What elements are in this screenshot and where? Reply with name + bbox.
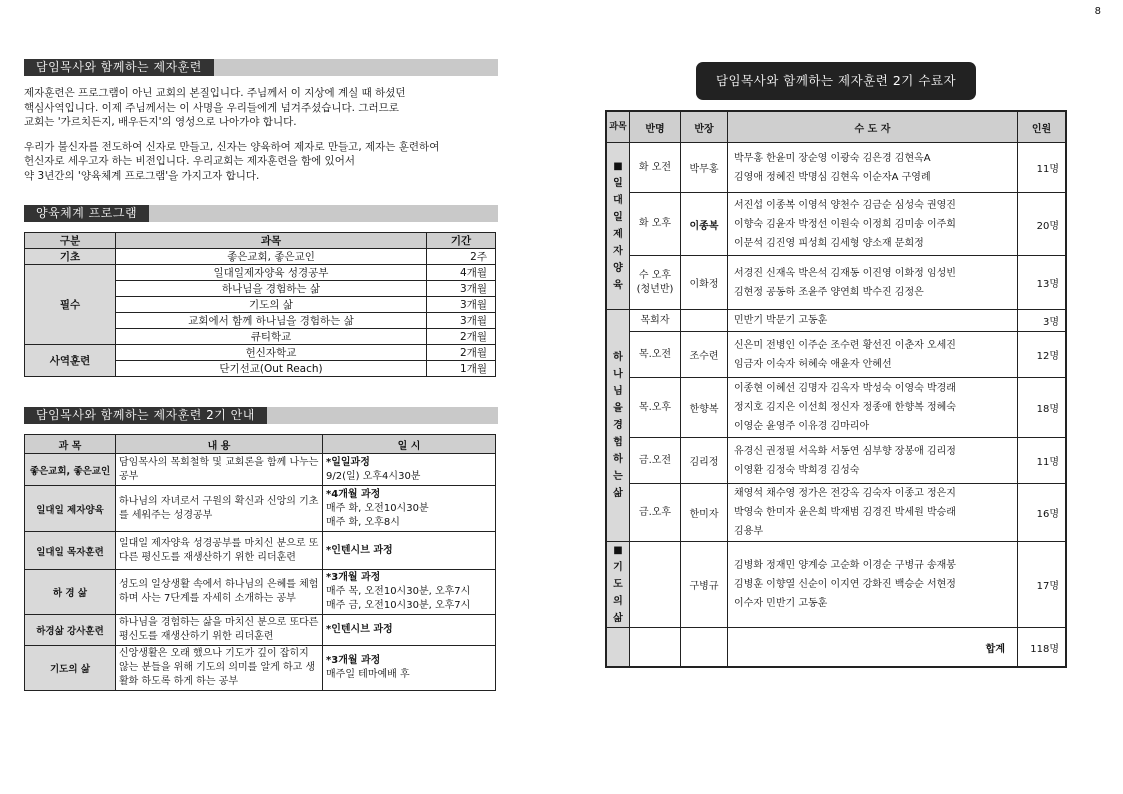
guide-row <box>25 532 496 570</box>
guide-table <box>24 434 496 691</box>
program-subject: 좋은교회, 좋은교인 <box>116 249 427 265</box>
guide-subject: 기도의 삶 <box>25 646 116 691</box>
guide-content: 일대일 제자양육 성경공부를 마치신 분으로 또다른 평신도를 재생산하기 위한 리더훈련 <box>116 532 323 570</box>
guide-schedule <box>323 454 496 486</box>
program-heading: 양육체계 프로그램 <box>24 205 149 222</box>
graduates-leader: 한미자 <box>681 484 728 542</box>
total-blank-cell <box>606 628 630 668</box>
graduates-class <box>630 542 681 628</box>
program-row <box>25 345 496 361</box>
guide-heading: 담임목사와 함께하는 제자훈련 2기 안내 <box>24 407 267 424</box>
vertical-category-label: 하나님을경험하는삶 <box>613 352 623 499</box>
graduates-row <box>606 256 1066 310</box>
graduates-header-count: 인원 <box>1018 111 1067 143</box>
guide-header-row <box>25 435 496 454</box>
program-table <box>24 232 496 377</box>
program-period: 1개월 <box>427 361 496 377</box>
guide-header-subject: 과 목 <box>25 435 116 454</box>
names-line: 임금자 이숙자 허혜숙 애윤자 안혜선 <box>734 358 892 370</box>
intro-paragraph-1 <box>24 86 498 130</box>
graduates-count: 18명 <box>1018 378 1067 438</box>
program-category: 필수 <box>25 265 116 345</box>
guide-schedule-line: 매주 화, 오전10시30분 <box>326 502 429 514</box>
intro-line: 약 3년간의 '양육체계 프로그램'을 가지고자 합니다. <box>24 169 260 182</box>
graduates-category <box>606 310 630 542</box>
guide-header-content: 내 용 <box>116 435 323 454</box>
graduates-row <box>606 310 1066 332</box>
graduates-leader: 이화정 <box>681 256 728 310</box>
guide-schedule <box>323 486 496 532</box>
guide-section-header <box>24 407 498 424</box>
intro-line: 핵심사역입니다. 이제 주님께서는 이 사명을 우리들에게 넘겨주셨습니다. 그러므로 <box>24 101 399 114</box>
graduates-names <box>728 438 1018 484</box>
graduates-count: 12명 <box>1018 332 1067 378</box>
graduates-header-row <box>606 111 1066 143</box>
program-subject: 하나님을 경험하는 삶 <box>116 281 427 297</box>
program-subject: 기도의 삶 <box>116 297 427 313</box>
program-subject: 단기선교(Out Reach) <box>116 361 427 377</box>
guide-content: 하나님의 자녀로서 구원의 확신과 신앙의 기초를 세워주는 성경공부 <box>116 486 323 532</box>
names-line: 김영애 정혜진 박명심 김현옥 이순자A 구영례 <box>734 171 931 183</box>
guide-content: 성도의 일상생활 속에서 하나님의 은혜를 체험하며 사는 7단계를 자세히 소개하는 공부 <box>116 570 323 615</box>
guide-subject: 일대일 제자양육 <box>25 486 116 532</box>
graduates-names <box>728 378 1018 438</box>
program-row <box>25 249 496 265</box>
names-line: 이영환 김정숙 박희경 김성숙 <box>734 464 860 476</box>
guide-schedule-line: 매주일 테마예배 후 <box>326 669 410 680</box>
guide-schedule-line: 매주 목, 오전10시30분, 오후7시 <box>326 586 471 597</box>
guide-row <box>25 615 496 646</box>
graduates-row <box>606 542 1066 628</box>
total-label: 합계 <box>728 628 1018 668</box>
guide-row <box>25 570 496 615</box>
guide-content: 신앙생활은 오래 했으나 기도가 깊이 잡히지 않는 분들을 위해 기도의 의미를 알게 하고 생활화 하도록 하게 하는 공부 <box>116 646 323 691</box>
graduates-row <box>606 484 1066 542</box>
guide-content: 담임목사의 목회철학 및 교회론을 함께 나누는 공부 <box>116 454 323 486</box>
right-column <box>605 62 1067 668</box>
names-line: 유경신 권정필 서옥화 서동연 심부향 장봉애 김리정 <box>734 445 956 457</box>
guide-schedule-title: *3개월 과정 <box>326 655 381 666</box>
guide-schedule-title: *일일과정 <box>326 456 370 468</box>
intro-line: 헌신자로 세우고자 하는 비전입니다. 우리교회는 제자훈련을 함에 있어서 <box>24 155 355 167</box>
graduates-row <box>606 143 1066 193</box>
intro-line: 제자훈련은 프로그램이 아닌 교회의 본질입니다. 주님께서 이 지상에 계실 때 하셨던 <box>24 87 406 99</box>
program-header-row <box>25 233 496 249</box>
graduates-class: 화 오전 <box>630 143 681 193</box>
program-subject: 헌신자학교 <box>116 345 427 361</box>
graduates-header-class: 반명 <box>630 111 681 143</box>
names-line: 서경진 신재옥 박은석 김재동 이진영 이화정 임성빈 <box>734 267 956 279</box>
guide-schedule <box>323 646 496 691</box>
guide-subject: 하경삶 강사훈련 <box>25 615 116 646</box>
program-subject: 교회에서 함께 하나님을 경험하는 삶 <box>116 313 427 329</box>
graduates-total-row <box>606 628 1066 668</box>
graduates-class: 목회자 <box>630 310 681 332</box>
intro-section-header <box>24 59 498 76</box>
names-line: 이종현 이혜선 김명자 김옥자 박성숙 이영숙 박경래 <box>734 383 956 394</box>
graduates-names <box>728 484 1018 542</box>
names-line: 박영숙 한미자 윤은희 박재범 김경진 박세원 박승래 <box>734 507 956 518</box>
guide-row <box>25 486 496 532</box>
program-period: 3개월 <box>427 281 496 297</box>
guide-content: 하나님을 경험하는 삶을 마치신 분으로 또다른 평신도를 재생산하기 위한 리더훈련 <box>116 615 323 646</box>
program-period: 2주 <box>427 249 496 265</box>
graduates-leader: 구병규 <box>681 542 728 628</box>
program-period: 3개월 <box>427 313 496 329</box>
guide-schedule <box>323 532 496 570</box>
names-line: 이문석 김진영 피성희 김세형 양소재 문희정 <box>734 237 924 249</box>
graduates-header-category: 과목 <box>606 111 630 143</box>
graduates-category <box>606 143 630 310</box>
program-header-category: 구분 <box>25 233 116 249</box>
guide-schedule-line: 매주 금, 오전10시30분, 오후7시 <box>326 600 471 611</box>
total-blank-cell <box>681 628 728 668</box>
program-row <box>25 265 496 281</box>
graduates-class: 화 오후 <box>630 193 681 256</box>
program-period: 3개월 <box>427 297 496 313</box>
guide-row <box>25 454 496 486</box>
total-blank-cell <box>630 628 681 668</box>
names-line: 이수자 민반기 고동훈 <box>734 598 828 609</box>
names-line: 박무홍 한윤미 장순영 이광숙 김은경 김현옥A <box>734 152 931 164</box>
intro-heading: 담임목사와 함께하는 제자훈련 <box>24 59 214 76</box>
names-line: 신은미 전병인 이주순 조수련 황선진 이춘자 오세진 <box>734 339 956 351</box>
program-category: 사역훈련 <box>25 345 116 377</box>
intro-line: 우리가 불신자를 전도하여 신자로 만들고, 신자는 양육하여 제자로 만들고, 제자는 훈련하여 <box>24 140 440 153</box>
page-number: 8 <box>1094 6 1101 17</box>
program-section-header <box>24 205 498 222</box>
vertical-category-label: ■ 일대일제자양육 <box>613 161 623 291</box>
graduates-row <box>606 332 1066 378</box>
names-line: 김현정 공동하 조윤주 양연희 박수진 김정은 <box>734 286 924 298</box>
guide-schedule-title: *3개월 과정 <box>326 572 381 583</box>
graduates-category <box>606 542 630 628</box>
graduates-row <box>606 193 1066 256</box>
graduates-title: 담임목사와 함께하는 제자훈련 2기 수료자 <box>696 62 976 100</box>
program-period: 2개월 <box>427 329 496 345</box>
vertical-category-label: ■ 기도의삶 <box>613 545 623 624</box>
graduates-class: 목.오전 <box>630 332 681 378</box>
graduates-class: 목.오후 <box>630 378 681 438</box>
graduates-names <box>728 143 1018 193</box>
guide-schedule-line: 9/2(일) 오후4시30분 <box>326 470 421 482</box>
total-count: 118명 <box>1018 628 1067 668</box>
graduates-leader: 김리정 <box>681 438 728 484</box>
names-line: 김용부 <box>734 526 763 537</box>
guide-schedule-title: *인텐시브 과정 <box>326 624 393 635</box>
graduates-leader: 박무홍 <box>681 143 728 193</box>
guide-row <box>25 646 496 691</box>
guide-schedule-title: *4개월 과정 <box>326 488 381 500</box>
program-period: 4개월 <box>427 265 496 281</box>
guide-schedule-title: *인텐시브 과정 <box>326 544 393 556</box>
program-category: 기초 <box>25 249 116 265</box>
graduates-count: 20명 <box>1018 193 1067 256</box>
graduates-row <box>606 438 1066 484</box>
graduates-names <box>728 310 1018 332</box>
program-header-period: 기간 <box>427 233 496 249</box>
graduates-leader: 한향복 <box>681 378 728 438</box>
graduates-class: 수 오후 (청년반) <box>630 256 681 310</box>
program-period: 2개월 <box>427 345 496 361</box>
guide-schedule <box>323 570 496 615</box>
graduates-names <box>728 256 1018 310</box>
names-line: 민반기 박문기 고동훈 <box>734 315 828 326</box>
graduates-names <box>728 332 1018 378</box>
graduates-names <box>728 542 1018 628</box>
graduates-leader: 이종복 <box>681 193 728 256</box>
graduates-row <box>606 378 1066 438</box>
guide-schedule-line: 매주 화, 오후8시 <box>326 516 400 528</box>
names-line: 서진섭 이종복 이영석 양천수 김금순 심성숙 권영진 <box>734 199 956 211</box>
graduates-count: 11명 <box>1018 438 1067 484</box>
guide-header-schedule: 일 시 <box>323 435 496 454</box>
graduates-count: 17명 <box>1018 542 1067 628</box>
names-line: 이영순 윤영주 이유경 김마리아 <box>734 421 870 432</box>
graduates-class: 금.오전 <box>630 438 681 484</box>
guide-schedule <box>323 615 496 646</box>
graduates-count: 11명 <box>1018 143 1067 193</box>
program-subject: 큐티학교 <box>116 329 427 345</box>
names-line: 김병화 정재민 양계승 고순화 이경순 구병규 송재봉 <box>734 560 956 571</box>
names-line: 채영석 채수영 정가은 전강옥 김숙자 이종고 정은지 <box>734 488 956 499</box>
graduates-header-names: 수 도 자 <box>728 111 1018 143</box>
graduates-class: 금.오후 <box>630 484 681 542</box>
names-line: 이향숙 김윤자 박정선 이원숙 이정희 김미송 이주희 <box>734 218 956 230</box>
intro-paragraph-2 <box>24 140 498 184</box>
program-subject: 일대일제자양육 성경공부 <box>116 265 427 281</box>
graduates-names <box>728 193 1018 256</box>
names-line: 김병훈 이향열 신순이 이지연 강화진 백승순 서현정 <box>734 579 956 590</box>
left-column <box>24 59 498 691</box>
program-header-subject: 과목 <box>116 233 427 249</box>
graduates-header-leader: 반장 <box>681 111 728 143</box>
graduates-table <box>605 110 1067 668</box>
graduates-leader: 조수련 <box>681 332 728 378</box>
graduates-count: 16명 <box>1018 484 1067 542</box>
intro-line: 교회는 '가르치든지, 배우든지'의 영성으로 나아가야 합니다. <box>24 116 297 128</box>
guide-subject: 하 경 삶 <box>25 570 116 615</box>
guide-subject: 좋은교회, 좋은교인 <box>25 454 116 486</box>
guide-subject: 일대일 목자훈련 <box>25 532 116 570</box>
graduates-leader <box>681 310 728 332</box>
graduates-count: 13명 <box>1018 256 1067 310</box>
graduates-count: 3명 <box>1018 310 1067 332</box>
names-line: 정지호 김지은 이선희 정신자 정종애 한향복 정혜숙 <box>734 402 956 413</box>
